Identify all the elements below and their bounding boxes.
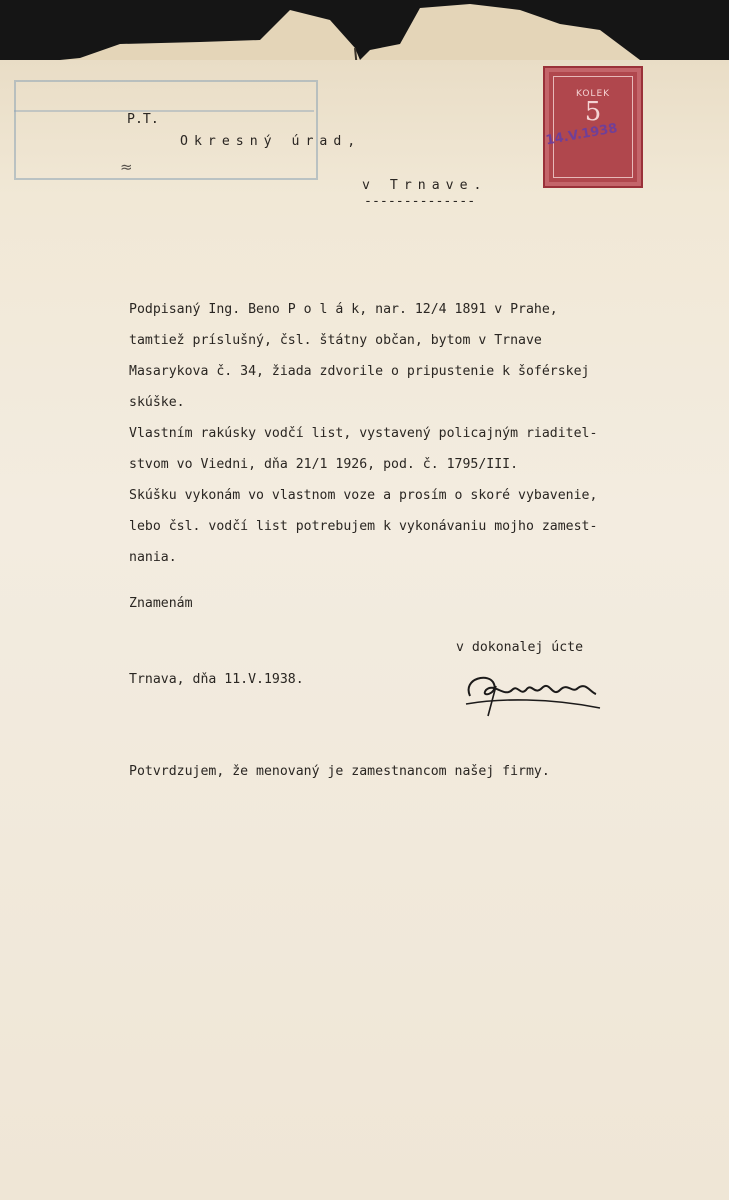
faded-registry-stamp	[14, 80, 318, 180]
body-line: nania.	[129, 550, 177, 565]
addressee-location: v Trnave.	[362, 178, 488, 193]
closing-phrase: v dokonalej úcte	[456, 640, 584, 655]
body-line: Masarykova č. 34, žiada zdvorile o pripustenie k šoférskej	[129, 364, 590, 379]
document-paper	[0, 60, 729, 1200]
pencil-annotation: ≈	[120, 158, 133, 176]
employer-confirmation: Potvrdzujem, že menovaný je zamestnancom našej firmy.	[129, 764, 550, 779]
addressee-authority: Okresný úrad,	[180, 134, 362, 149]
revenue-stamp	[543, 66, 643, 188]
revenue-stamp-value: 5	[584, 97, 602, 127]
location-underline: --------------	[364, 194, 476, 209]
revenue-stamp-word: KOLEK	[575, 89, 611, 99]
body-line: lebo čsl. vodčí list potrebujem k vykonávaniu mojho zamest-	[129, 519, 598, 534]
body-line: tamtiež príslušný, čsl. štátny občan, bytom v Trnave	[129, 333, 542, 348]
handwritten-signature	[460, 668, 610, 718]
body-line: Vlastním rakúsky vodčí list, vystavený policajným riaditel-	[129, 426, 598, 441]
body-line: stvom vo Viedni, dňa 21/1 1926, pod. č. 1795/III.	[129, 457, 519, 472]
body-line: Skúšku vykonám vo vlastnom voze a prosím o skoré vybavenie,	[129, 488, 598, 503]
addressee-pt: P.T.	[127, 112, 159, 127]
registry-stamp-line	[14, 110, 314, 112]
znamenam-label: Znamenám	[129, 596, 193, 611]
body-line: skúške.	[129, 395, 185, 410]
body-line: Podpisaný Ing. Beno P o l á k, nar. 12/4 1891 v Prahe,	[129, 302, 558, 317]
stamp-cancellation: 14.V.1938	[544, 121, 619, 149]
place-and-date: Trnava, dňa 11.V.1938.	[129, 672, 304, 687]
